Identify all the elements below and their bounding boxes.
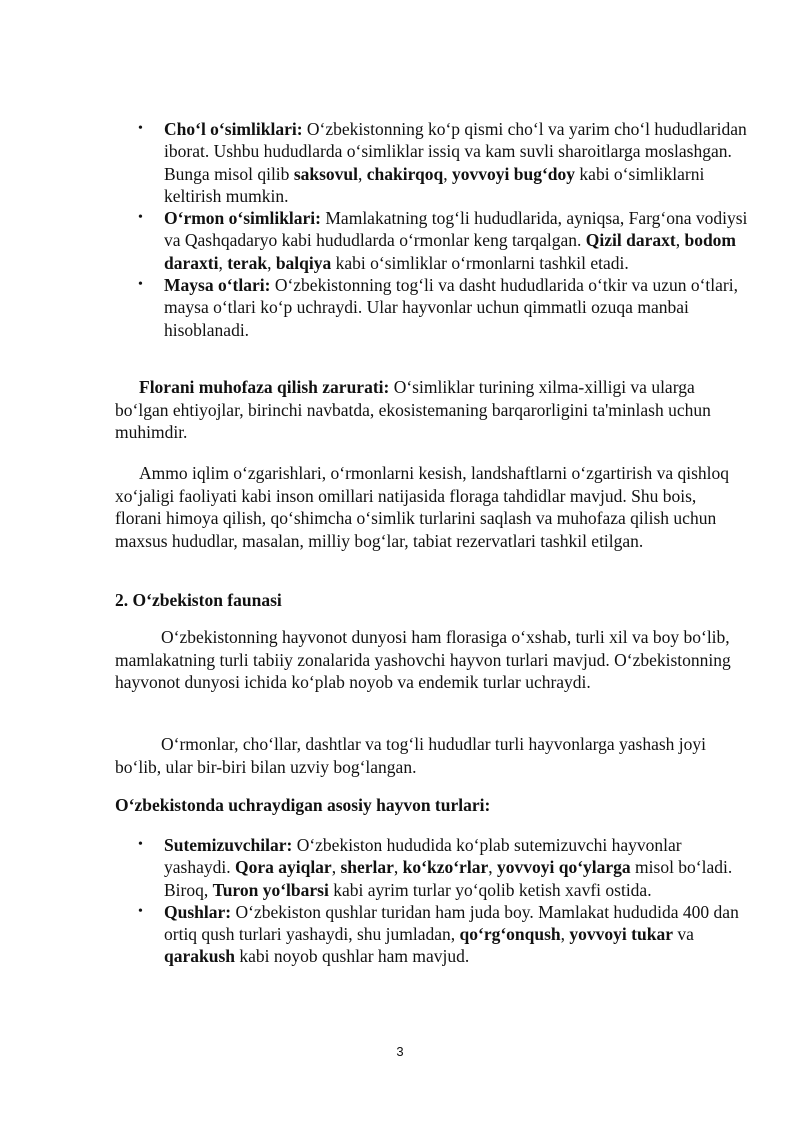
list-item: • Qushlar: O‘zbekiston qushlar turidan ham juda boy. Mamlakat hududida 400 dan ortiq qush turlari yashaydi, shu jumladan, qo‘rg‘onqush, yovvoyi tukar va qarakush kabi noyob qushlar ham mavjud. bbox=[138, 901, 739, 967]
flora-list bbox=[138, 118, 748, 341]
subsection-heading: O‘zbekistonda uchraydigan asosiy hayvon turlari: bbox=[115, 795, 491, 815]
list-item-term: Maysa o‘tlari: bbox=[164, 275, 271, 296]
list-item: • Sutemizuvchilar: O‘zbekiston hududida ko‘plab sutemizuvchi hayvonlar yashaydi. Qora ayiqlar, sherlar, ko‘kzo‘rlar, yovvoyi qo‘ylarga misol bo‘ladi. Biroq, Turon yo‘lbarsi kabi ayrim turlar yo‘qolib ketish xavfi ostida. bbox=[138, 835, 733, 900]
bullet-icon: • bbox=[138, 837, 143, 852]
list-item: • Cho‘l o‘simliklari: O‘zbekistonning ko‘p qismi cho‘l va yarim cho‘l hududlaridan iborat. Ushbu hududlarda o‘simliklar issiq va kam suvli sharoitlarga moslashgan. Bunga misol qilib saksovul, chakirqoq, yovvoyi bug‘doy kabi o‘simliklarni keltirish mumkin. bbox=[138, 119, 747, 206]
bullet-icon: • bbox=[138, 121, 143, 136]
fauna-habitats-paragraph: O‘rmonlar, cho‘llar, dashtlar va tog‘li hududlar turli hayvonlarga yashash joyi bo‘lib, ular bir-biri bilan uzviy bog‘langan. bbox=[115, 734, 707, 777]
flora-protection-paragraph: Florani muhofaza qilish zarurati: O‘simliklar turining xilma-xilligi va ularga bo‘lgan ehtiyojlar, birinchi navbatda, ekosistemaning barqarorligini ta'minlash uchun muhimdir. bbox=[115, 377, 711, 442]
fauna-intro-paragraph: O‘zbekistonning hayvonot dunyosi ham florasiga o‘xshab, turli xil va boy bo‘lib, mamlakatning turli tabiiy zonalarida yashovchi hayvon turlari mavjud. O‘zbekistonning hayvonot dunyosi ichida ko‘plab noyob va endemik turlar uchraydi. bbox=[115, 627, 731, 692]
bullet-icon: • bbox=[138, 277, 143, 293]
list-item: • O‘rmon o‘simliklari: Mamlakatning tog‘li hududlarida, ayniqsa, Farg‘ona vodiysi va Qashqadaryo kabi hududlarda o‘rmonlar keng tarqalgan. Qizil daraxt, bodom daraxti, terak, balqiya kabi o‘simliklar o‘rmonlarni tashkil etadi. bbox=[138, 208, 748, 273]
fauna-list bbox=[138, 834, 748, 968]
list-item-term: O‘rmon o‘simliklari: bbox=[164, 208, 321, 229]
list-item-term: Cho‘l o‘simliklari: bbox=[164, 119, 303, 139]
list-item-term: Qushlar: bbox=[164, 901, 232, 922]
bullet-icon: • bbox=[138, 903, 143, 919]
paragraph-term: Florani muhofaza qilish zarurati: bbox=[139, 377, 390, 397]
page-number: 3 bbox=[396, 1044, 404, 1059]
list-item-term: Sutemizuvchilar: bbox=[164, 835, 293, 855]
list-item: • Maysa o‘tlari: O‘zbekistonning tog‘li va dasht hududlarida o‘tkir va uzun o‘tlari, maysa o‘tlari ko‘p uchraydi. Ular hayvonlar uchun qimmatli ozuqa manbai hisoblanadi. bbox=[138, 275, 738, 340]
section-heading: 2. O‘zbekiston faunasi bbox=[115, 590, 282, 610]
bullet-icon: • bbox=[138, 210, 143, 226]
threats-paragraph: Ammo iqlim o‘zgarishlari, o‘rmonlarni kesish, landshaftlarni o‘zgartirish va qishloq xo‘jaligi faoliyati kabi inson omillari natijasida floraga tahdidlar mavjud. Shu bois, florani himoya qilish, qo‘shimcha o‘simlik turlarini saqlash va muhofaza qilish uchun maxsus hududlar, masalan, milliy bog‘lar, tabiat rezervatlari tashkil etilgan. bbox=[115, 463, 730, 551]
